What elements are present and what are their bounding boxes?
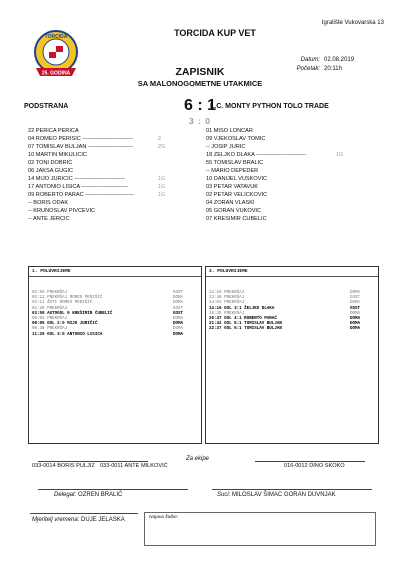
player-line: 05 GORAN VUKOVIĆ (206, 208, 262, 214)
player-line: 02 TONI DOBRIĆ (28, 160, 73, 166)
player-row (206, 208, 376, 216)
player-line: 55 TOMISLAV BRALIĆ (206, 160, 264, 166)
event-side: GOST (349, 306, 360, 311)
halftime-score: 3 : 0 (188, 116, 211, 126)
start-time: 20:11h (324, 66, 342, 72)
home-team-name: PODSTRANA (24, 103, 69, 110)
event-side: DOMA (349, 327, 360, 332)
player-mark: 1G (158, 184, 166, 190)
event-side: GOST (349, 296, 360, 301)
player-line: 01 MIŠO LONČAR (206, 128, 253, 134)
player-mark: 1G (158, 192, 166, 198)
event-text: 08:38 PREKRŠAJ (32, 327, 68, 332)
player-line: 18 ŽELJKO DLAKA --------------------------- (206, 152, 307, 158)
event-side: GOST (172, 306, 183, 311)
delegat-name: OZREN BRALIĆ (78, 492, 123, 498)
complaint-note-box (144, 512, 376, 546)
signature-line (212, 489, 372, 490)
player-line: -- MARIO DEPEDER (206, 168, 259, 174)
player-line: 07 TOMISLAV BULJAN ------------------------ (28, 144, 133, 150)
player-row (206, 136, 376, 144)
player-row (28, 200, 198, 208)
first-half-title: 1. POLUVRIJEME (29, 267, 201, 277)
document-title: ZAPISNIK (175, 66, 225, 78)
player-line: 06 JAKŠA GUGIĆ (28, 168, 74, 174)
suci-names: MILOSLAV ŠIMAC GORAN DUVNJAK (232, 492, 336, 498)
player-line: -- ANTE JERČIĆ (28, 216, 70, 222)
event-side: DOMA (349, 291, 360, 295)
event-side: GOST (172, 291, 183, 295)
event-side: DOMA (172, 301, 183, 306)
player-line: 02 PETAR VELIČKOVIĆ (206, 192, 268, 198)
player-line: 03 PETAR VATAVUK (206, 184, 259, 190)
document-subtitle: SA MALONOGOMETNE UTAKMICE (137, 79, 263, 88)
second-half-title: 2. POLUVRIJEME (206, 267, 378, 277)
timekeeper-name: DUJE JELASKA (81, 517, 125, 523)
signature-home-2: 033-0011 ANTE MILKOVIĆ (100, 463, 168, 469)
event-side: DOMA (172, 317, 183, 322)
za-ekipe-label: Za ekipe (186, 456, 210, 462)
start-label: Početak: (296, 66, 320, 72)
player-row (28, 192, 198, 200)
timekeeper (32, 517, 125, 523)
suci (217, 492, 336, 498)
event-text: 14:16 GOL 3:1 ŽELJKO DLAKA (209, 306, 275, 311)
player-line: 09 VJEKOSLAV TOMIĆ (206, 136, 266, 142)
event-side: DOMA (349, 317, 360, 322)
home-roster (28, 128, 198, 224)
event-text: 03:26 PREKRŠAJ (32, 306, 68, 311)
event-text: 11:29 GOL 3:0 ANTONIO LISICA (32, 332, 103, 337)
delegat-label: Delegat: (54, 492, 77, 498)
signature-line (30, 513, 138, 514)
signature-line (255, 461, 365, 462)
cup-title: TORCIDA KUP VET (174, 28, 256, 38)
event-side: DOMA (172, 327, 183, 332)
signature-away-1: 016-0012 DINO SKOKO (284, 463, 345, 469)
player-row (28, 216, 198, 224)
player-row (206, 184, 376, 192)
player-row (28, 136, 198, 144)
player-row (28, 208, 198, 216)
player-line: 09 ROBERTO PARAĆ -------------------------- (28, 192, 134, 198)
signature-home-1: 033-0014 BORIS PULJIZ (32, 463, 95, 469)
player-row (28, 128, 198, 136)
player-row (206, 168, 376, 176)
player-line: 22 PERICA PERICA (28, 128, 79, 134)
player-row (206, 200, 376, 208)
player-line: -- KRUNOSLAV PIVČEVIĆ (28, 208, 96, 214)
player-line: 14 MIJO JURIČIĆ --------------------------- (28, 176, 125, 182)
event-text: 03:11 PREKRŠAJ ROMEO PERIŠIĆ (32, 296, 103, 301)
player-row (28, 152, 198, 160)
event-text: 13:48 PREKRŠAJ (209, 296, 245, 301)
event-side: GOST (172, 311, 183, 316)
event-side: DOMA (172, 332, 183, 337)
event-text: 21:42 GOL 5:1 TOMISLAV BULJAN (209, 322, 282, 327)
player-row (28, 168, 198, 176)
event-text: 06:55 PREKRŠAJ (32, 317, 68, 322)
player-mark: 1G (158, 176, 166, 182)
player-row (28, 144, 198, 152)
player-row (28, 184, 198, 192)
suci-label: Suci: (217, 492, 231, 498)
away-team-name: L.C. MONTY PYTHON TOLO TRADE (210, 103, 329, 110)
event-side: DOMA (172, 322, 183, 327)
event-text: 14:03 PREKRŠAJ (209, 301, 245, 306)
player-mark: 1G (336, 152, 344, 158)
event-side: DOMA (349, 301, 360, 306)
player-line: 04 ZORAN VLAŠKI (206, 200, 255, 206)
player-row (206, 144, 376, 152)
player-line: 10 DANIJEL VUŠKOVIĆ (206, 176, 268, 182)
event-text: 03:11 ŽUTI ROMEO PERIŠIĆ (32, 301, 93, 306)
second-half-events (205, 266, 379, 444)
event-text: 22:37 GOL 6:1 TOMISLAV BULJAN (209, 327, 282, 332)
event-text: 20:47 GOL 4:1 ROBERTO PARAĆ (209, 317, 277, 322)
signature-line (38, 461, 148, 462)
event-text: 08:05 GOL 2:0 MIJO JURIČIĆ (32, 322, 98, 327)
player-mark: 2G (158, 144, 166, 150)
player-line: 04 ROMEO PERIŠIĆ --------------------------- (28, 136, 133, 142)
event-text: 02:56 PREKRŠAJ (32, 291, 68, 295)
event-text: 13:16 PREKRŠAJ (209, 291, 245, 295)
timekeeper-label: Mjeritelj vremena: (32, 517, 80, 523)
player-row (206, 160, 376, 168)
svg-text:TORCIDA: TORCIDA (44, 34, 68, 40)
event-row (29, 333, 201, 338)
event-side: DOMA (349, 311, 360, 316)
player-line: 10 MARTIN MIKULIČIĆ (28, 152, 87, 158)
event-text: 16:35 PREKRŠAJ (209, 311, 245, 316)
player-mark: 2 (158, 136, 161, 142)
signature-line (38, 489, 188, 490)
final-score: 6 : 1 (183, 97, 216, 114)
venue: Igralište Vukovarska 13 (321, 20, 384, 26)
player-row (206, 216, 376, 224)
player-line: -- BORIS ODAK (28, 200, 69, 206)
player-row (206, 176, 376, 184)
away-roster (206, 128, 376, 224)
player-row (206, 152, 376, 160)
player-line: 07 KREŠIMIR ĆUBELIĆ (206, 216, 267, 222)
player-row (206, 128, 376, 136)
player-line: 17 ANTONIO LISICA ------------------------- (28, 184, 128, 190)
event-text: 03:59 AUTOGOL 0 KREŠIMIR ĆUBELIĆ (32, 311, 113, 316)
event-side: DOMA (349, 322, 360, 327)
player-row (28, 176, 198, 184)
event-side: DOMA (172, 296, 183, 301)
first-half-events (28, 266, 202, 444)
complaint-note-label: Najava žalbe: (149, 515, 179, 520)
player-row (28, 160, 198, 168)
match-date: 02.08.2019 (324, 57, 355, 63)
player-line: -- JOSIP JURIĆ (206, 144, 246, 150)
date-label: Datum: (300, 57, 320, 63)
svg-text:25. GODINA: 25. GODINA (41, 70, 71, 77)
player-row (206, 192, 376, 200)
delegat (54, 492, 122, 498)
event-row (206, 327, 378, 332)
